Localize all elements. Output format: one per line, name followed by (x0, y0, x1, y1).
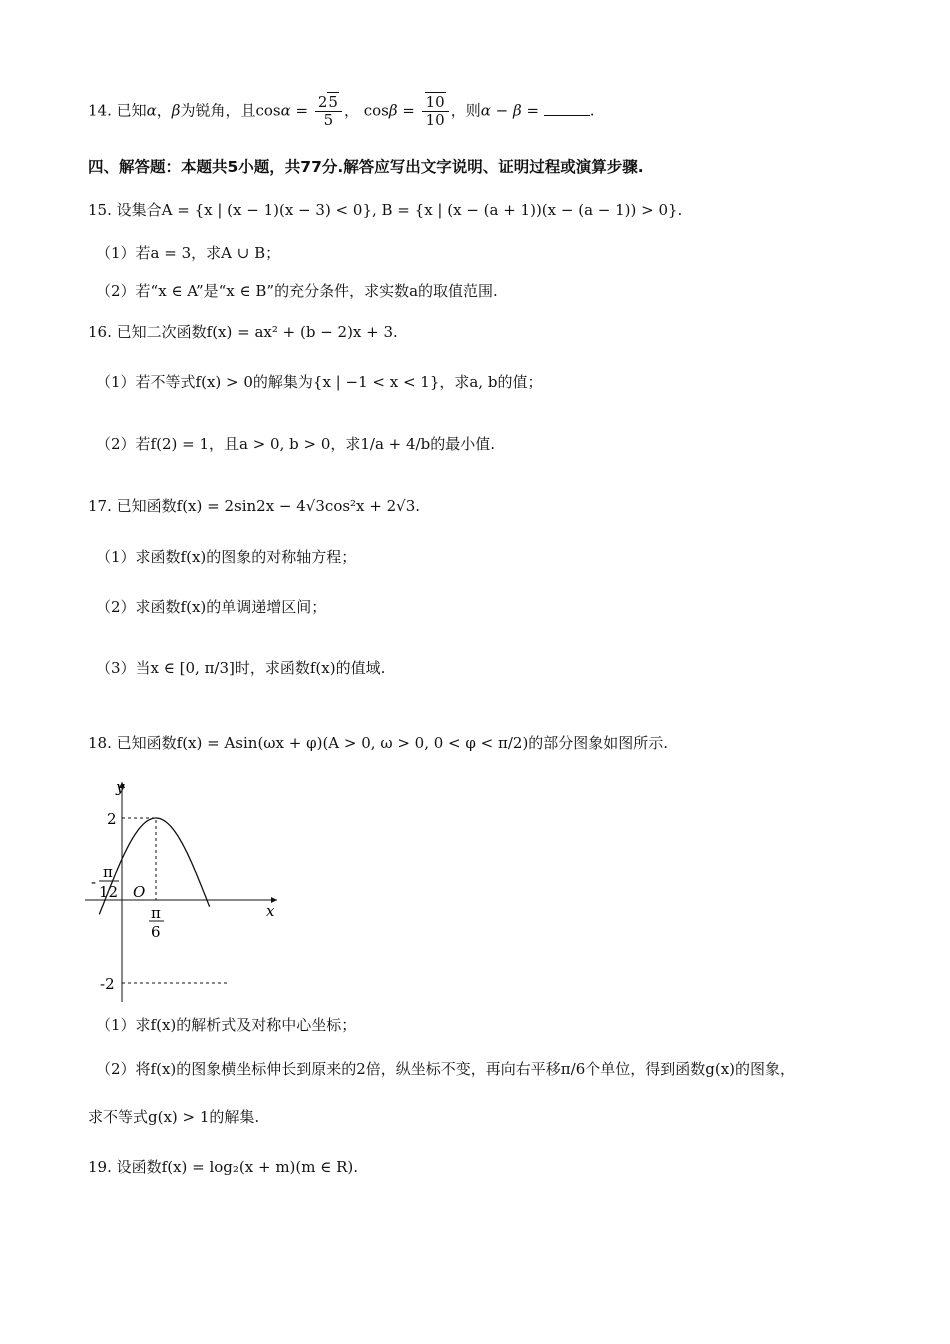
section-heading: 四、解答题：本题共5小题，共77分.解答应写出文字说明、证明过程或演算步骤. (88, 158, 644, 176)
y-axis-label: y (116, 778, 125, 796)
question-19-stem (88, 1160, 358, 1175)
question-18-part-2: （2）将f(x)的图象横坐标伸长到原来的2倍，纵坐标不变，再向右平移π/6个单位，得到函数g(x)的图象， (96, 1060, 796, 1078)
fraction: $\frac{25}{5}$ (315, 95, 342, 128)
question-17-part-1: （1）求函数f(x)的图象的对称轴方程； (96, 548, 357, 566)
question-19-text: 设函数f(x) = log₂(x + m)(m ∈ R). (116, 1158, 359, 1176)
tick-x-right-num: π (151, 904, 161, 922)
question-18-part-1: （1）求f(x)的解析式及对称中心坐标； (96, 1016, 357, 1034)
question-number: 19. (88, 1158, 112, 1176)
question-number: 15. (88, 201, 112, 219)
tick-x-left-num: π (103, 863, 113, 881)
question-18-text: 已知函数f(x) = Asin(ωx + φ)(A > 0, ω > 0, 0 < φ < π/2)的部分图象如图所示. (116, 734, 669, 752)
question-16-stem (88, 325, 398, 340)
question-16-text: 已知二次函数f(x) = ax² + (b − 2)x + 3. (116, 323, 398, 341)
tick-y-max: 2 (107, 810, 117, 828)
question-14: 14. 已知α，β为锐角，且cosα = $\frac{25}{5}$ ， cosβ = $\frac{10}{10}$ ，则α − β = . (88, 93, 595, 129)
question-17-stem (88, 499, 420, 514)
question-17-text: 已知函数f(x) = 2sin2x − 4√3cos²x + 2√3. (116, 497, 421, 515)
fraction: $\frac{10}{10}$ (422, 95, 449, 128)
question-16-part-2: （2）若f(2) = 1，且a > 0, b > 0，求1/a + 4/b的最小值. (96, 435, 495, 453)
question-15-part-2: （2）若“x ∈ A”是“x ∈ B”的充分条件，求实数a的取值范围. (96, 282, 498, 300)
tick-x-right-den: 6 (151, 923, 161, 941)
question-15-text: 设集合A = {x | (x − 1)(x − 3) < 0}, B = {x | (x − (a + 1))(x − (a − 1)) > 0}. (116, 201, 683, 219)
x-axis-label: x (266, 902, 275, 920)
question-17-part-3: （3）当x ∈ [0, π/3]时，求函数f(x)的值域. (96, 659, 386, 677)
tick-x-left-den: 12 (99, 883, 119, 901)
question-number: 14. (88, 101, 112, 120)
question-18-part-2-cont: 求不等式g(x) > 1的解集. (88, 1108, 260, 1126)
question-15-part-1: （1）若a = 3，求A ∪ B； (96, 244, 281, 262)
tick-y-min: -2 (100, 975, 115, 993)
question-number: 17. (88, 497, 112, 515)
question-18-stem (88, 736, 668, 751)
question-number: 18. (88, 734, 112, 752)
question-16-part-1: （1）若不等式f(x) > 0的解集为{x | −1 < x < 1}，求a, b的值； (96, 373, 543, 391)
question-17-part-2: （2）求函数f(x)的单调递增区间； (96, 598, 327, 616)
sine-graph (85, 770, 285, 1005)
question-15-stem (88, 203, 682, 218)
question-number: 16. (88, 323, 112, 341)
origin-label: O (133, 883, 146, 901)
tick-x-left-sign: - (91, 873, 97, 891)
